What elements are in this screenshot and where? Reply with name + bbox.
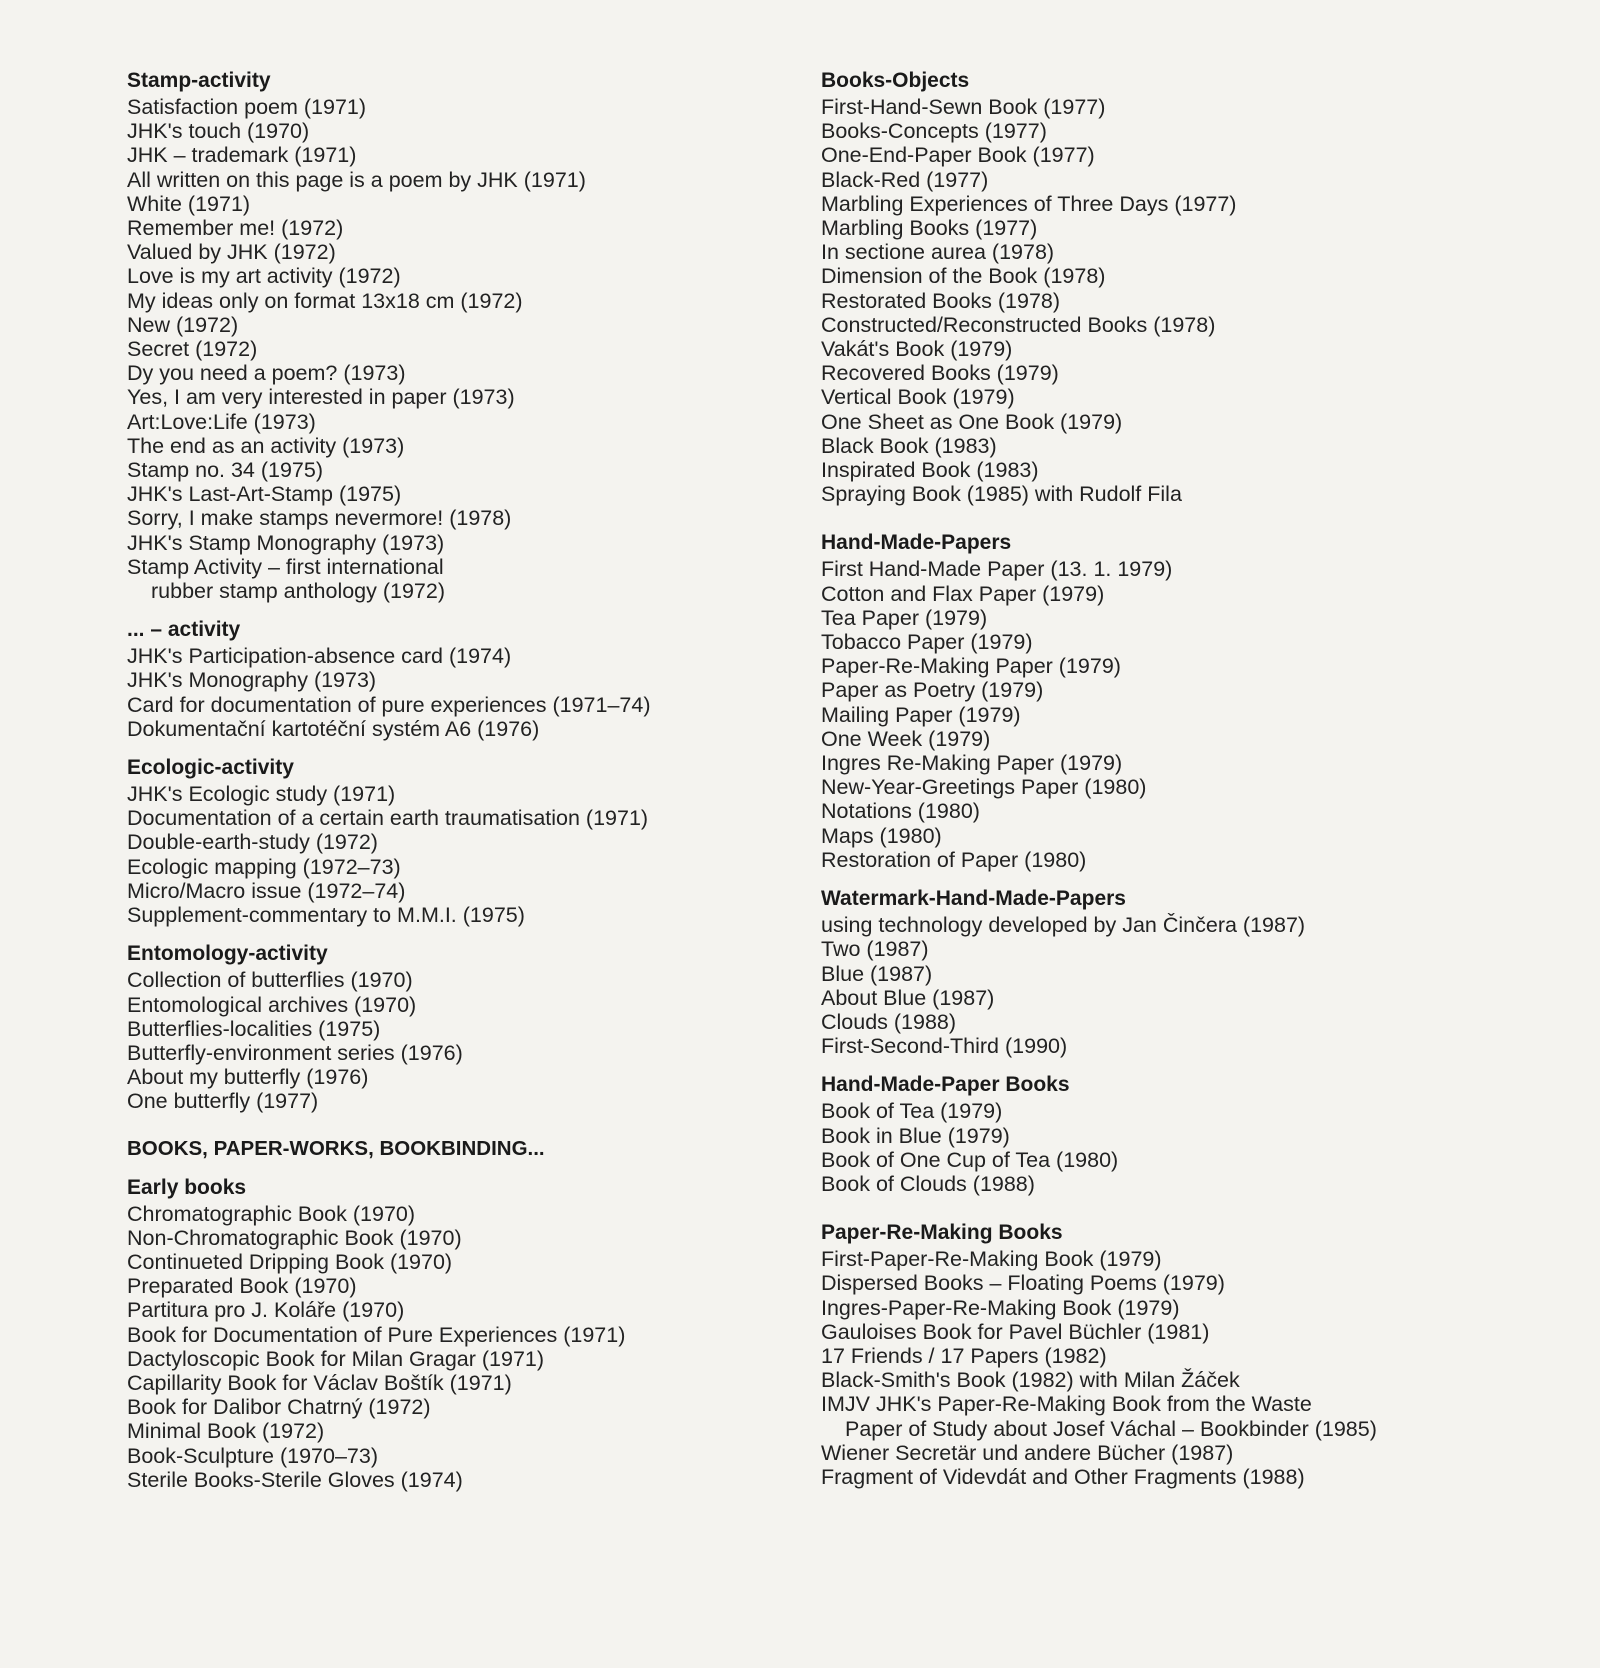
list-item: Art:Love:Life (1973) bbox=[127, 409, 316, 434]
list-item: Stamp no. 34 (1975) bbox=[127, 458, 324, 483]
section-heading: Books-Objects bbox=[821, 69, 970, 92]
list-item: Restoration of Paper (1980) bbox=[821, 847, 1087, 872]
list-item: JHK – trademark (1971) bbox=[127, 143, 357, 168]
section-heading: Ecologic-activity bbox=[127, 756, 294, 780]
list-item: First-Paper-Re-Making Book (1979) bbox=[821, 1247, 1162, 1272]
section-heading: Entomology-activity bbox=[127, 942, 328, 966]
list-item: Vakát's Book (1979) bbox=[821, 337, 1013, 362]
list-item: Marbling Books (1977) bbox=[821, 216, 1038, 241]
section-heading: Stamp-activity bbox=[127, 69, 271, 92]
item-list bbox=[127, 782, 867, 927]
list-item: One butterfly (1977) bbox=[127, 1089, 319, 1114]
list-item: Dactyloscopic Book for Milan Gragar (1971) bbox=[127, 1346, 545, 1371]
list-item: Vertical Book (1979) bbox=[821, 385, 1015, 410]
list-item: Recovered Books (1979) bbox=[821, 361, 1059, 386]
section-ecologic-activity bbox=[127, 753, 867, 927]
list-item: Entomological archives (1970) bbox=[127, 992, 417, 1017]
list-item: Chromatographic Book (1970) bbox=[127, 1201, 416, 1226]
item-list bbox=[127, 968, 867, 1113]
item-list bbox=[127, 644, 867, 741]
section-hand-made-papers bbox=[821, 528, 1561, 872]
list-item: Paper-Re-Making Paper (1979) bbox=[821, 654, 1121, 679]
list-item: JHK's Stamp Monography (1973) bbox=[127, 530, 445, 555]
list-item: Micro/Macro issue (1972–74) bbox=[127, 878, 406, 903]
list-item: First-Hand-Sewn Book (1977) bbox=[821, 95, 1106, 119]
section-heading: Paper-Re-Making Books bbox=[821, 1221, 1063, 1245]
list-item: Wiener Secretär und andere Bücher (1987) bbox=[821, 1440, 1234, 1465]
list-item: First-Second-Third (1990) bbox=[821, 1034, 1068, 1059]
list-item: About Blue (1987) bbox=[821, 985, 995, 1010]
list-item: Continueted Dripping Book (1970) bbox=[127, 1249, 453, 1274]
list-item: Book of One Cup of Tea (1980) bbox=[821, 1147, 1119, 1172]
list-item: Supplement-commentary to M.M.I. (1975) bbox=[127, 903, 525, 928]
list-item: Dispersed Books – Floating Poems (1979) bbox=[821, 1271, 1225, 1296]
list-item: Marbling Experiences of Three Days (1977) bbox=[821, 191, 1237, 216]
left-column bbox=[127, 66, 867, 1504]
list-item: using technology developed by Jan Činčera (1987) bbox=[821, 913, 1306, 938]
major-heading: BOOKS, PAPER-WORKS, BOOKBINDING... bbox=[127, 1136, 545, 1160]
list-item: Capillarity Book for Václav Boštík (1971) bbox=[127, 1370, 512, 1395]
item-list bbox=[821, 1099, 1561, 1196]
list-item: Ingres-Paper-Re-Making Book (1979) bbox=[821, 1295, 1180, 1320]
list-item: Dokumentační kartotéční systém A6 (1976) bbox=[127, 716, 540, 741]
list-item: Stamp Activity – first international bbox=[127, 554, 444, 579]
list-item: Clouds (1988) bbox=[821, 1009, 957, 1034]
item-list bbox=[821, 1247, 1561, 1489]
list-item: Book for Documentation of Pure Experiences (1971) bbox=[127, 1322, 626, 1347]
list-item: Book for Dalibor Chatrný (1972) bbox=[127, 1395, 431, 1420]
right-column bbox=[821, 66, 1561, 1501]
list-item: Restorated Books (1978) bbox=[821, 288, 1061, 313]
list-item: Preparated Book (1970) bbox=[127, 1274, 357, 1299]
list-item: Blue (1987) bbox=[821, 961, 933, 986]
list-item: One Week (1979) bbox=[821, 726, 991, 751]
list-item: Black Book (1983) bbox=[821, 433, 997, 458]
item-list bbox=[127, 1202, 867, 1492]
list-item: Maps (1980) bbox=[821, 823, 942, 848]
list-item: About my butterfly (1976) bbox=[127, 1065, 369, 1090]
list-item: Love is my art activity (1972) bbox=[127, 264, 401, 289]
list-item: Black-Red (1977) bbox=[821, 167, 989, 192]
section-entomology-activity bbox=[127, 939, 867, 1113]
list-item: Tobacco Paper (1979) bbox=[821, 630, 1033, 655]
list-item: JHK's Last-Art-Stamp (1975) bbox=[127, 482, 402, 507]
list-item: First Hand-Made Paper (13. 1. 1979) bbox=[821, 557, 1173, 582]
section-heading: Early books bbox=[127, 1175, 247, 1199]
list-item: JHK's touch (1970) bbox=[127, 119, 310, 144]
list-item: Valued by JHK (1972) bbox=[127, 240, 336, 265]
list-item: Partitura pro J. Koláře (1970) bbox=[127, 1298, 405, 1323]
list-item: Spraying Book (1985) with Rudolf Fila bbox=[821, 482, 1182, 507]
list-item: Tea Paper (1979) bbox=[821, 605, 988, 630]
list-item: Constructed/Reconstructed Books (1978) bbox=[821, 312, 1216, 337]
list-item: Black-Smith's Book (1982) with Milan Žáček bbox=[821, 1368, 1240, 1393]
list-item: Secret (1972) bbox=[127, 337, 258, 362]
list-item: Card for documentation of pure experiences (1971–74) bbox=[127, 692, 651, 717]
list-item: In sectione aurea (1978) bbox=[821, 240, 1055, 265]
list-item: IMJV JHK's Paper-Re-Making Book from the Waste bbox=[821, 1392, 1312, 1417]
section-stamp-activity bbox=[127, 66, 867, 603]
item-list bbox=[821, 95, 1561, 506]
section-early-books bbox=[127, 1173, 867, 1492]
list-item: The end as an activity (1973) bbox=[127, 433, 405, 458]
section-dots-activity bbox=[127, 615, 867, 741]
list-item: Minimal Book (1972) bbox=[127, 1419, 325, 1444]
section-heading: ... – activity bbox=[127, 618, 241, 642]
list-item: Non-Chromatographic Book (1970) bbox=[127, 1225, 462, 1250]
list-item: Satisfaction poem (1971) bbox=[127, 95, 367, 119]
section-heading: Watermark-Hand-Made-Papers bbox=[821, 887, 1126, 911]
list-item: Double-earth-study (1972) bbox=[127, 830, 378, 855]
list-item: Book-Sculpture (1970–73) bbox=[127, 1443, 378, 1468]
list-item: New (1972) bbox=[127, 312, 239, 337]
list-item: Documentation of a certain earth traumatisation (1971) bbox=[127, 806, 649, 831]
list-item: Notations (1980) bbox=[821, 799, 980, 824]
list-item: Sterile Books-Sterile Gloves (1974) bbox=[127, 1467, 463, 1492]
list-item: Collection of butterflies (1970) bbox=[127, 968, 413, 993]
list-item: Book in Blue (1979) bbox=[821, 1123, 1010, 1148]
list-item: Ingres Re-Making Paper (1979) bbox=[821, 751, 1123, 776]
list-item: One Sheet as One Book (1979) bbox=[821, 409, 1123, 434]
list-item: Sorry, I make stamps nevermore! (1978) bbox=[127, 506, 512, 531]
list-item: Two (1987) bbox=[821, 937, 929, 962]
list-item: White (1971) bbox=[127, 191, 251, 216]
list-item: Mailing Paper (1979) bbox=[821, 702, 1021, 727]
item-list bbox=[821, 913, 1561, 1058]
section-hand-made-paper-books bbox=[821, 1070, 1561, 1196]
list-item: Butterflies-localities (1975) bbox=[127, 1016, 381, 1041]
list-item: Dimension of the Book (1978) bbox=[821, 264, 1106, 289]
list-item: Dy you need a poem? (1973) bbox=[127, 361, 406, 386]
list-item-continuation: Paper of Study about Josef Váchal – Bookbinder (1985) bbox=[845, 1416, 1377, 1441]
list-item: Book of Clouds (1988) bbox=[821, 1171, 1035, 1196]
list-item: All written on this page is a poem by JHK (1971) bbox=[127, 167, 586, 192]
section-heading: Hand-Made-Paper Books bbox=[821, 1073, 1070, 1097]
item-list bbox=[821, 557, 1561, 872]
list-item: Book of Tea (1979) bbox=[821, 1099, 1003, 1124]
list-item: Gauloises Book for Pavel Büchler (1981) bbox=[821, 1319, 1210, 1344]
list-item: Butterfly-environment series (1976) bbox=[127, 1040, 463, 1065]
list-item: Inspirated Book (1983) bbox=[821, 458, 1039, 483]
list-item: Yes, I am very interested in paper (1973) bbox=[127, 385, 515, 410]
list-item: Cotton and Flax Paper (1979) bbox=[821, 581, 1105, 606]
list-item-continuation: rubber stamp anthology (1972) bbox=[151, 579, 446, 604]
list-item: Books-Concepts (1977) bbox=[821, 119, 1047, 144]
section-heading: Hand-Made-Papers bbox=[821, 531, 1012, 555]
list-item: Remember me! (1972) bbox=[127, 216, 344, 241]
list-item: My ideas only on format 13x18 cm (1972) bbox=[127, 288, 523, 313]
list-item: 17 Friends / 17 Papers (1982) bbox=[821, 1343, 1107, 1368]
list-item: JHK's Ecologic study (1971) bbox=[127, 782, 396, 807]
list-item: Paper as Poetry (1979) bbox=[821, 678, 1044, 703]
list-item: Fragment of Videvdát and Other Fragments (1988) bbox=[821, 1464, 1305, 1489]
list-item: JHK's Participation-absence card (1974) bbox=[127, 644, 512, 669]
section-paper-re-making-books bbox=[821, 1218, 1561, 1489]
list-item: Ecologic mapping (1972–73) bbox=[127, 854, 401, 879]
list-item: New-Year-Greetings Paper (1980) bbox=[821, 775, 1147, 800]
list-item: One-End-Paper Book (1977) bbox=[821, 143, 1095, 168]
item-list bbox=[127, 95, 867, 603]
section-books-objects bbox=[821, 66, 1561, 506]
list-item: JHK's Monography (1973) bbox=[127, 668, 377, 693]
section-watermark-hand-made-papers bbox=[821, 884, 1561, 1058]
